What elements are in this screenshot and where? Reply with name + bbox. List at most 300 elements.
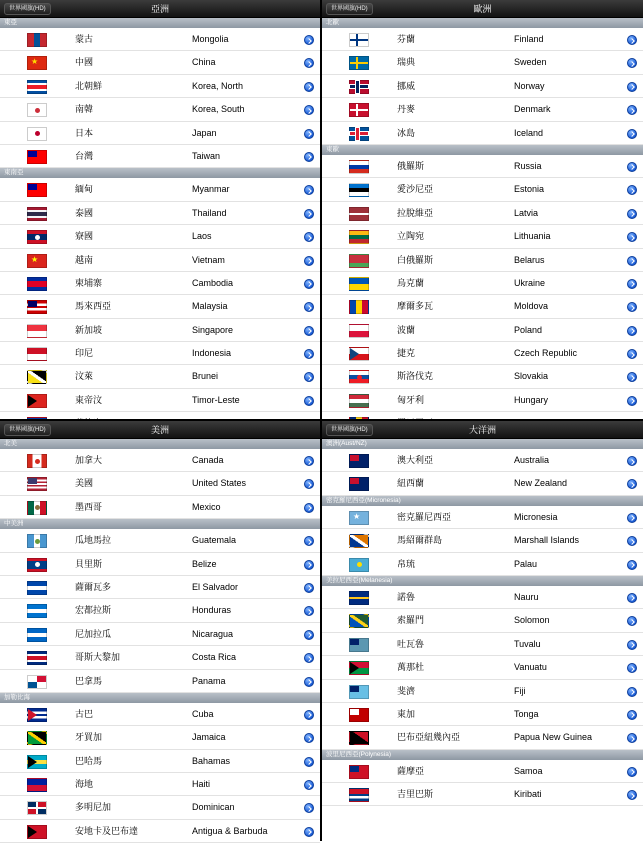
- country-name-english: Singapore: [192, 324, 234, 335]
- detail-disclosure-icon[interactable]: [627, 733, 637, 743]
- pane-americas: [0, 421, 320, 841]
- country-name-english: Nauru: [514, 591, 539, 602]
- country-name-english: Ukraine: [514, 277, 546, 288]
- detail-disclosure-icon[interactable]: [627, 232, 637, 242]
- country-row[interactable]: [322, 389, 643, 412]
- country-name-english: Laos: [192, 231, 212, 242]
- detail-disclosure-icon[interactable]: [627, 209, 637, 219]
- country-name-chinese: 薩爾瓦多: [75, 581, 112, 592]
- country-name-english: Iceland: [514, 127, 544, 138]
- country-name-english: Denmark: [514, 104, 551, 115]
- country-name-chinese: 白俄羅斯: [397, 254, 434, 265]
- country-name-english: Canada: [192, 455, 224, 465]
- detail-disclosure-icon[interactable]: [627, 687, 637, 697]
- detail-disclosure-icon[interactable]: [627, 302, 637, 312]
- country-name-english: Moldova: [514, 301, 549, 312]
- detail-disclosure-icon[interactable]: [304, 677, 314, 687]
- detail-disclosure-icon[interactable]: [627, 372, 637, 382]
- flag-icon: [27, 708, 47, 722]
- country-row[interactable]: [0, 623, 320, 646]
- country-name-chinese: 緬甸: [75, 184, 94, 195]
- country-name-chinese: 柬埔寨: [75, 277, 103, 288]
- country-name-chinese: 密克羅尼西亞: [397, 511, 452, 522]
- detail-disclosure-icon[interactable]: [304, 349, 314, 359]
- country-name-english: Norway: [514, 80, 545, 91]
- detail-disclosure-icon[interactable]: [304, 479, 314, 489]
- detail-disclosure-icon[interactable]: [627, 513, 637, 523]
- country-row[interactable]: [0, 389, 320, 412]
- detail-disclosure-icon[interactable]: [304, 232, 314, 242]
- country-name-chinese: 俄羅斯: [397, 160, 425, 171]
- country-row[interactable]: [0, 820, 320, 843]
- flag-icon: [349, 788, 369, 802]
- country-list[interactable]: [322, 439, 643, 806]
- country-row[interactable]: [322, 342, 643, 365]
- country-name-english: Haiti: [192, 779, 211, 790]
- country-row[interactable]: [0, 272, 320, 295]
- country-name-english: Czech Republic: [514, 348, 578, 359]
- country-name-chinese: 宏都拉斯: [75, 605, 112, 616]
- detail-disclosure-icon[interactable]: [627, 560, 637, 570]
- section-header: 北美: [0, 439, 320, 449]
- detail-disclosure-icon[interactable]: [304, 733, 314, 743]
- flag-icon: [27, 150, 47, 164]
- country-row[interactable]: [0, 496, 320, 519]
- flag-icon: [349, 685, 369, 699]
- country-name-chinese: 瓜地馬拉: [75, 535, 112, 546]
- section-header: 波里尼西亞(Polynesia): [322, 750, 643, 760]
- horizontal-divider: [0, 419, 643, 421]
- detail-disclosure-icon[interactable]: [304, 209, 314, 219]
- country-row[interactable]: [322, 449, 643, 472]
- detail-disclosure-icon[interactable]: [304, 803, 314, 813]
- flag-icon: [27, 207, 47, 221]
- country-name-chinese: 巴哈馬: [75, 755, 103, 766]
- country-row[interactable]: [322, 295, 643, 318]
- detail-disclosure-icon[interactable]: [627, 536, 637, 546]
- country-name-chinese: 拉脫維亞: [397, 207, 434, 218]
- back-button[interactable]: 世界國旗(HD): [326, 424, 373, 436]
- country-name-english: Taiwan: [192, 150, 221, 161]
- country-row[interactable]: [322, 122, 643, 145]
- country-name-english: Latvia: [514, 207, 539, 218]
- section-header: 美拉尼西亞(Melanesia): [322, 576, 643, 586]
- country-row[interactable]: [0, 365, 320, 388]
- country-row[interactable]: [0, 449, 320, 472]
- country-name-english: Honduras: [192, 605, 232, 616]
- country-name-english: Lithuania: [514, 231, 551, 242]
- detail-disclosure-icon[interactable]: [304, 185, 314, 195]
- country-name-english: United States: [192, 478, 247, 489]
- country-name-english: Malaysia: [192, 301, 228, 312]
- detail-disclosure-icon[interactable]: [304, 279, 314, 289]
- flag-icon: [349, 300, 369, 314]
- country-name-english: Palau: [514, 558, 538, 569]
- detail-disclosure-icon[interactable]: [304, 396, 314, 406]
- flag-icon: [27, 825, 47, 839]
- section-header: 東歐: [322, 145, 643, 155]
- detail-disclosure-icon[interactable]: [304, 560, 314, 570]
- detail-disclosure-icon[interactable]: [627, 767, 637, 777]
- country-name-english: Micronesia: [514, 511, 558, 522]
- country-name-chinese: 立陶宛: [397, 231, 425, 242]
- flag-icon: [349, 370, 369, 384]
- flag-icon: [27, 651, 47, 665]
- flag-icon: [27, 347, 47, 361]
- country-row[interactable]: [322, 319, 643, 342]
- country-row[interactable]: [0, 225, 320, 248]
- country-name-chinese: 新加坡: [75, 324, 103, 335]
- flag-icon: [349, 347, 369, 361]
- country-row[interactable]: [322, 202, 643, 225]
- country-row[interactable]: [0, 750, 320, 773]
- flag-icon: ★: [349, 511, 369, 525]
- flag-icon: [27, 277, 47, 291]
- country-name-chinese: 斐濟: [397, 685, 416, 696]
- country-name-english: Myanmar: [192, 184, 230, 195]
- country-name-chinese: 北朝鮮: [75, 80, 103, 91]
- detail-disclosure-icon[interactable]: [627, 593, 637, 603]
- country-name-english: Russia: [514, 160, 542, 171]
- detail-disclosure-icon[interactable]: [304, 503, 314, 513]
- detail-disclosure-icon[interactable]: [304, 536, 314, 546]
- flag-icon: [349, 56, 369, 70]
- country-name-english: Costa Rica: [192, 652, 237, 663]
- country-name-english: Fiji: [514, 685, 526, 696]
- country-row[interactable]: [322, 51, 643, 74]
- flag-icon: [349, 33, 369, 47]
- detail-disclosure-icon[interactable]: [304, 326, 314, 336]
- country-row[interactable]: [0, 249, 320, 272]
- back-button[interactable]: 世界國旗(HD): [326, 3, 373, 15]
- detail-disclosure-icon[interactable]: [627, 35, 637, 45]
- detail-disclosure-icon[interactable]: [304, 129, 314, 139]
- country-name-english: Tonga: [514, 708, 539, 719]
- flag-icon: [349, 534, 369, 548]
- country-name-english: Belarus: [514, 254, 545, 265]
- country-name-chinese: 泰國: [75, 207, 94, 218]
- country-name-chinese: 烏克蘭: [397, 277, 425, 288]
- country-name-chinese: 索羅門: [397, 615, 425, 626]
- flag-icon: [27, 394, 47, 408]
- country-row[interactable]: [0, 703, 320, 726]
- country-row[interactable]: [0, 178, 320, 201]
- country-row[interactable]: [0, 28, 320, 51]
- detail-disclosure-icon[interactable]: [627, 790, 637, 800]
- flag-icon: [27, 801, 47, 815]
- country-list[interactable]: [0, 439, 320, 843]
- detail-disclosure-icon[interactable]: [627, 105, 637, 115]
- country-name-english: Jamaica: [192, 732, 226, 743]
- country-name-english: Korea, South: [192, 104, 245, 115]
- flag-icon: [27, 300, 47, 314]
- flag-icon: [349, 103, 369, 117]
- country-row[interactable]: [322, 98, 643, 121]
- country-row[interactable]: [0, 51, 320, 74]
- pane-europe: [322, 0, 643, 419]
- country-row[interactable]: [322, 472, 643, 495]
- detail-disclosure-icon[interactable]: [627, 82, 637, 92]
- flag-icon: [27, 103, 47, 117]
- country-row[interactable]: [0, 599, 320, 622]
- flag-icon: [27, 477, 47, 491]
- country-name-chinese: 中國: [75, 57, 94, 68]
- detail-disclosure-icon[interactable]: [304, 105, 314, 115]
- country-row[interactable]: [0, 145, 320, 168]
- flag-icon: [27, 183, 47, 197]
- detail-disclosure-icon[interactable]: [304, 302, 314, 312]
- country-name-chinese: 丹麥: [397, 104, 416, 115]
- flag-icon: ★: [27, 56, 47, 70]
- detail-disclosure-icon[interactable]: [627, 479, 637, 489]
- country-name-chinese: 寮國: [75, 231, 94, 242]
- country-name-english: Australia: [514, 455, 550, 465]
- flag-icon: [349, 731, 369, 745]
- detail-disclosure-icon[interactable]: [304, 653, 314, 663]
- country-row[interactable]: [0, 472, 320, 495]
- country-row[interactable]: [322, 272, 643, 295]
- country-name-english: Finland: [514, 34, 544, 44]
- flag-icon: [349, 254, 369, 268]
- country-row[interactable]: [322, 529, 643, 552]
- country-name-chinese: 牙買加: [75, 732, 103, 743]
- country-row[interactable]: [0, 553, 320, 576]
- country-name-english: Indonesia: [192, 348, 232, 359]
- detail-disclosure-icon[interactable]: [627, 710, 637, 720]
- flag-icon: [349, 207, 369, 221]
- detail-disclosure-icon[interactable]: [627, 349, 637, 359]
- nav-title: 大洋洲: [468, 425, 496, 435]
- country-row[interactable]: [322, 633, 643, 656]
- flag-icon: [27, 230, 47, 244]
- detail-disclosure-icon[interactable]: [304, 780, 314, 790]
- flag-icon: [349, 614, 369, 628]
- country-row[interactable]: [322, 178, 643, 201]
- country-name-english: China: [192, 57, 216, 68]
- country-name-english: New Zealand: [514, 478, 568, 489]
- country-row[interactable]: [0, 646, 320, 669]
- country-row[interactable]: [0, 319, 320, 342]
- flag-icon: [27, 581, 47, 595]
- country-name-chinese: 萬那杜: [397, 662, 425, 673]
- country-name-chinese: 捷克: [397, 348, 416, 359]
- detail-disclosure-icon[interactable]: [304, 256, 314, 266]
- detail-disclosure-icon[interactable]: [627, 279, 637, 289]
- detail-disclosure-icon[interactable]: [627, 256, 637, 266]
- country-row[interactable]: [322, 365, 643, 388]
- country-name-english: Dominican: [192, 802, 235, 813]
- detail-disclosure-icon[interactable]: [627, 326, 637, 336]
- detail-disclosure-icon[interactable]: [627, 185, 637, 195]
- country-name-chinese: 斯洛伐克: [397, 371, 434, 382]
- section-header: 東南亞: [0, 168, 320, 178]
- country-name-chinese: 挪威: [397, 80, 416, 91]
- country-row[interactable]: [322, 783, 643, 806]
- flag-icon: [27, 604, 47, 618]
- country-name-chinese: 諾魯: [397, 591, 416, 602]
- detail-disclosure-icon[interactable]: [304, 82, 314, 92]
- country-name-chinese: 東加: [397, 708, 416, 719]
- detail-disclosure-icon[interactable]: [627, 456, 637, 466]
- country-row[interactable]: [322, 249, 643, 272]
- country-name-english: Papua New Guinea: [514, 732, 593, 743]
- country-row[interactable]: [322, 28, 643, 51]
- flag-icon: [349, 80, 369, 94]
- pane-asia: [0, 0, 320, 419]
- country-row[interactable]: [0, 773, 320, 796]
- country-name-chinese: 芬蘭: [397, 34, 416, 44]
- country-name-chinese: 海地: [75, 779, 94, 790]
- country-row[interactable]: [322, 609, 643, 632]
- country-row[interactable]: [0, 670, 320, 693]
- country-name-chinese: 巴布亞紐幾內亞: [397, 732, 461, 743]
- detail-disclosure-icon[interactable]: [304, 606, 314, 616]
- country-row[interactable]: [0, 342, 320, 365]
- detail-disclosure-icon[interactable]: [304, 35, 314, 45]
- country-row[interactable]: [0, 202, 320, 225]
- country-row[interactable]: [0, 122, 320, 145]
- flag-icon: [27, 755, 47, 769]
- country-name-english: Japan: [192, 127, 217, 138]
- section-header: 密克羅尼西亞(Micronesia): [322, 496, 643, 506]
- detail-disclosure-icon[interactable]: [627, 58, 637, 68]
- country-name-chinese: 摩爾多瓦: [397, 301, 434, 312]
- country-list[interactable]: [322, 18, 643, 436]
- navigation-bar: [322, 0, 643, 18]
- country-name-english: El Salvador: [192, 581, 239, 592]
- country-name-english: Hungary: [514, 394, 549, 405]
- country-name-chinese: 巴拿馬: [75, 675, 103, 686]
- detail-disclosure-icon[interactable]: [627, 663, 637, 673]
- flag-icon: [27, 501, 47, 515]
- flag-icon: [27, 33, 47, 47]
- country-name-english: Antigua & Barbuda: [192, 825, 268, 836]
- country-row[interactable]: [322, 225, 643, 248]
- detail-disclosure-icon[interactable]: [304, 757, 314, 767]
- country-name-english: Cuba: [192, 708, 214, 719]
- flag-icon: [349, 230, 369, 244]
- section-header: 澳洲(Aust/NZ): [322, 439, 643, 449]
- country-row[interactable]: [322, 155, 643, 178]
- flag-icon: [349, 477, 369, 491]
- flag-icon: [27, 80, 47, 94]
- country-name-english: Korea, North: [192, 80, 244, 91]
- flag-icon: [349, 558, 369, 572]
- country-name-chinese: 東帝汶: [75, 394, 103, 405]
- flag-icon: [349, 324, 369, 338]
- detail-disclosure-icon[interactable]: [304, 456, 314, 466]
- flag-icon: [27, 731, 47, 745]
- country-row[interactable]: [0, 295, 320, 318]
- nav-title: 亞洲: [150, 4, 169, 14]
- detail-disclosure-icon[interactable]: [304, 630, 314, 640]
- country-name-english: Guatemala: [192, 535, 237, 546]
- flag-icon: [349, 160, 369, 174]
- country-row[interactable]: [0, 98, 320, 121]
- flag-icon: [349, 127, 369, 141]
- country-name-chinese: 加拿大: [75, 455, 103, 465]
- country-name-english: Nicaragua: [192, 628, 234, 639]
- detail-disclosure-icon[interactable]: [627, 396, 637, 406]
- country-name-chinese: 匈牙利: [397, 394, 425, 405]
- country-name-english: Estonia: [514, 184, 545, 195]
- country-name-english: Timor-Leste: [192, 394, 240, 405]
- country-name-english: Samoa: [514, 765, 543, 776]
- detail-disclosure-icon[interactable]: [304, 58, 314, 68]
- country-row[interactable]: [322, 656, 643, 679]
- detail-disclosure-icon[interactable]: [304, 827, 314, 837]
- country-row[interactable]: [322, 760, 643, 783]
- country-name-chinese: 澳大利亞: [397, 455, 434, 465]
- country-row[interactable]: [322, 680, 643, 703]
- detail-disclosure-icon[interactable]: [627, 640, 637, 650]
- country-name-chinese: 吐瓦魯: [397, 638, 425, 649]
- flag-icon: [349, 661, 369, 675]
- navigation-bar: [0, 0, 320, 18]
- country-list[interactable]: [0, 18, 320, 436]
- country-row[interactable]: [322, 703, 643, 726]
- country-row[interactable]: [0, 726, 320, 749]
- flag-icon: [349, 183, 369, 197]
- flag-icon: [27, 370, 47, 384]
- country-row[interactable]: [0, 796, 320, 819]
- country-row[interactable]: [322, 553, 643, 576]
- flag-icon: [349, 454, 369, 468]
- country-name-chinese: 帛琉: [397, 558, 416, 569]
- flag-icon: [27, 127, 47, 141]
- country-name-english: Solomon: [514, 615, 550, 626]
- country-name-chinese: 南韓: [75, 104, 94, 115]
- country-name-chinese: 馬來西亞: [75, 301, 112, 312]
- flag-icon: [27, 778, 47, 792]
- country-name-chinese: 愛沙尼亞: [397, 184, 434, 195]
- country-name-chinese: 越南: [75, 254, 94, 265]
- section-header: 中美洲: [0, 519, 320, 529]
- country-name-chinese: 冰島: [397, 127, 416, 138]
- detail-disclosure-icon[interactable]: [627, 616, 637, 626]
- country-row[interactable]: [322, 75, 643, 98]
- country-row[interactable]: [322, 586, 643, 609]
- flag-icon: [349, 638, 369, 652]
- flag-icon: [27, 534, 47, 548]
- flag-icon: [349, 277, 369, 291]
- country-row[interactable]: [322, 506, 643, 529]
- detail-disclosure-icon[interactable]: [627, 162, 637, 172]
- flag-icon: [349, 708, 369, 722]
- country-name-chinese: 古巴: [75, 708, 94, 719]
- detail-disclosure-icon[interactable]: [304, 372, 314, 382]
- country-row[interactable]: [0, 75, 320, 98]
- detail-disclosure-icon[interactable]: [304, 152, 314, 162]
- flag-icon: [349, 591, 369, 605]
- country-name-chinese: 瑞典: [397, 57, 416, 68]
- detail-disclosure-icon[interactable]: [304, 710, 314, 720]
- country-name-chinese: 多明尼加: [75, 802, 112, 813]
- country-name-english: Mongolia: [192, 34, 229, 44]
- country-name-chinese: 安地卡及巴布達: [75, 825, 139, 836]
- country-row[interactable]: [0, 576, 320, 599]
- country-row[interactable]: [322, 726, 643, 749]
- detail-disclosure-icon[interactable]: [304, 583, 314, 593]
- country-row[interactable]: [0, 529, 320, 552]
- detail-disclosure-icon[interactable]: [627, 129, 637, 139]
- country-name-chinese: 波蘭: [397, 324, 416, 335]
- navigation-bar: [0, 421, 320, 439]
- country-name-english: Bahamas: [192, 755, 231, 766]
- back-button[interactable]: 世界國旗(HD): [4, 424, 51, 436]
- back-button[interactable]: 世界國旗(HD): [4, 3, 51, 15]
- country-name-english: Thailand: [192, 207, 227, 218]
